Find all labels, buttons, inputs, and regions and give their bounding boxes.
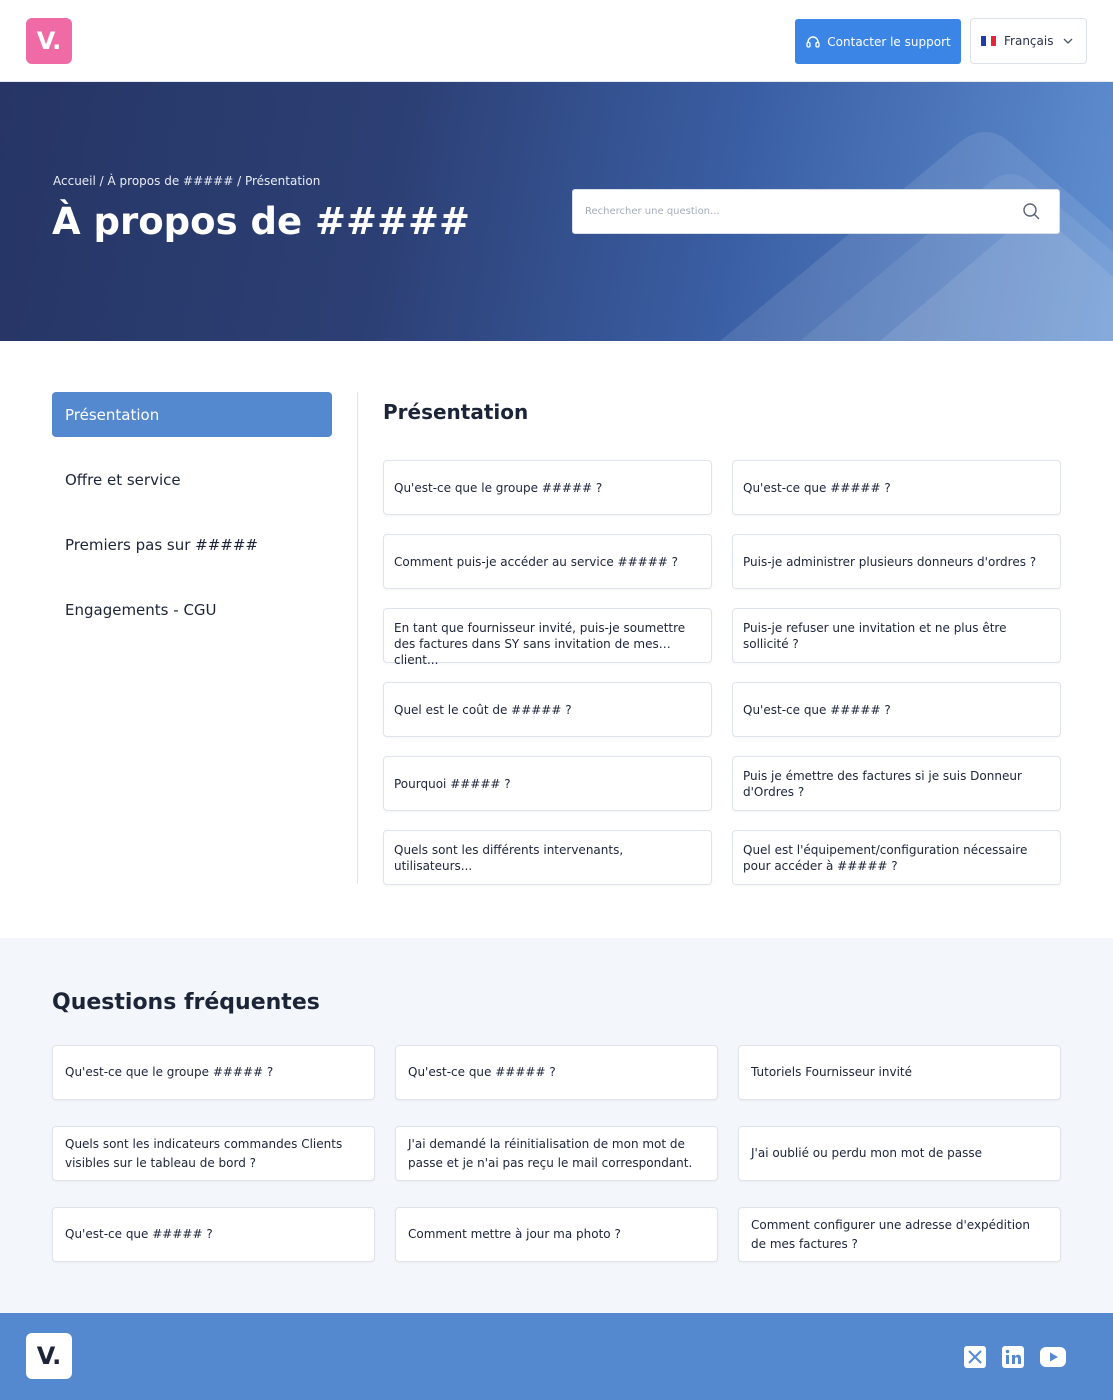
faq-section xyxy=(0,938,1113,1313)
top-bar xyxy=(0,0,1113,82)
breadcrumb[interactable]: Accueil / À propos de ##### / Présentation xyxy=(53,174,321,188)
sidebar-item-label: Présentation xyxy=(65,405,160,424)
chevron-down-icon xyxy=(1062,35,1074,47)
headset-icon xyxy=(805,34,821,50)
question-card[interactable] xyxy=(732,460,1061,515)
sidebar-item-label: Engagements - CGU xyxy=(65,600,217,619)
question-text: Puis je émettre des factures si je suis Donneur d'Ordres ? xyxy=(743,768,1022,799)
question-card[interactable] xyxy=(732,534,1061,589)
question-text: Qu'est-ce que le groupe ##### ? xyxy=(394,480,603,495)
sidebar xyxy=(52,392,332,652)
question-card[interactable] xyxy=(383,830,712,885)
faq-title: Questions fréquentes xyxy=(52,990,320,1015)
question-text: Puis-je refuser une invitation et ne plus être sollicité ? xyxy=(743,620,1007,651)
question-card[interactable] xyxy=(383,682,712,737)
faq-text: J'ai demandé la réinitialisation de mon mot de passe et je n'ai pas reçu le mail correspondant. xyxy=(408,1136,693,1170)
faq-grid xyxy=(52,1045,1061,1262)
question-text: Qu'est-ce que ##### ? xyxy=(743,702,891,717)
faq-card[interactable] xyxy=(738,1045,1061,1100)
faq-card[interactable] xyxy=(52,1126,375,1181)
faq-card[interactable] xyxy=(52,1045,375,1100)
logo[interactable] xyxy=(26,18,72,64)
question-text: Quel est le coût de ##### ? xyxy=(394,702,572,717)
faq-text: J'ai oublié ou perdu mon mot de passe xyxy=(751,1146,982,1160)
question-text: Puis-je administrer plusieurs donneurs d'ordres ? xyxy=(743,554,1037,569)
question-text: Quel est l'équipement/configuration nécessaire pour accéder à ##### ? xyxy=(743,842,1028,873)
faq-card[interactable] xyxy=(395,1045,718,1100)
question-text: Comment puis-je accéder au service ##### ? xyxy=(394,554,678,569)
question-card[interactable] xyxy=(732,756,1061,811)
faq-text: Tutoriels Fournisseur invité xyxy=(751,1065,912,1079)
faq-text: Qu'est-ce que le groupe ##### ? xyxy=(65,1065,274,1079)
faq-text: Comment mettre à jour ma photo ? xyxy=(408,1227,621,1241)
section-title: Présentation xyxy=(383,400,529,424)
faq-text: Qu'est-ce que ##### ? xyxy=(65,1227,213,1241)
contact-support-label: Contacter le support xyxy=(827,34,951,49)
faq-text: Quels sont les indicateurs commandes Clients visibles sur le tableau de bord ? xyxy=(65,1136,343,1170)
sidebar-item-label: Offre et service xyxy=(65,470,181,489)
faq-text: Comment configurer une adresse d'expédition de mes factures ? xyxy=(751,1217,1030,1251)
fr-flag-icon xyxy=(981,36,996,46)
search-input[interactable] xyxy=(573,190,1003,233)
faq-card[interactable] xyxy=(395,1207,718,1262)
question-text: Quels sont les différents intervenants, utilisateurs... xyxy=(394,842,624,873)
logo-text: V. xyxy=(36,27,62,55)
contact-support-button[interactable] xyxy=(795,19,961,64)
footer-logo-text: V. xyxy=(36,1342,62,1370)
faq-card[interactable] xyxy=(738,1126,1061,1181)
youtube-icon[interactable] xyxy=(1038,1344,1068,1370)
footer-logo[interactable] xyxy=(26,1333,72,1379)
page-title: À propos de ##### xyxy=(52,200,470,243)
search-icon[interactable] xyxy=(1022,202,1041,221)
sidebar-item-presentation[interactable] xyxy=(52,392,332,437)
question-card[interactable] xyxy=(732,682,1061,737)
search-box xyxy=(572,189,1060,234)
faq-text: Qu'est-ce que ##### ? xyxy=(408,1065,556,1079)
faq-card[interactable] xyxy=(738,1207,1061,1262)
question-card[interactable] xyxy=(732,830,1061,885)
question-card[interactable] xyxy=(383,756,712,811)
faq-card[interactable] xyxy=(395,1126,718,1181)
sidebar-item-premiers-pas[interactable] xyxy=(52,522,332,567)
question-text: Pourquoi ##### ? xyxy=(394,776,511,791)
question-card[interactable] xyxy=(732,608,1061,663)
hero-banner xyxy=(0,82,1113,341)
faq-card[interactable] xyxy=(52,1207,375,1262)
footer xyxy=(0,1313,1113,1400)
language-label: Français xyxy=(1004,34,1054,48)
x-icon[interactable] xyxy=(962,1344,988,1370)
question-card[interactable] xyxy=(383,460,712,515)
question-card[interactable] xyxy=(383,534,712,589)
divider xyxy=(357,392,358,884)
question-card[interactable] xyxy=(383,608,712,667)
question-grid xyxy=(383,460,1061,885)
question-text: En tant que fournisseur invité, puis-je soumettre des factures dans SY sans invitation de mes client... xyxy=(394,620,686,667)
question-text: Qu'est-ce que ##### ? xyxy=(743,480,891,495)
sidebar-item-label: Premiers pas sur ##### xyxy=(65,535,259,554)
language-select[interactable] xyxy=(970,18,1087,64)
sidebar-item-offre[interactable] xyxy=(52,457,332,502)
sidebar-item-engagements[interactable] xyxy=(52,587,332,632)
linkedin-icon[interactable] xyxy=(1000,1344,1026,1370)
